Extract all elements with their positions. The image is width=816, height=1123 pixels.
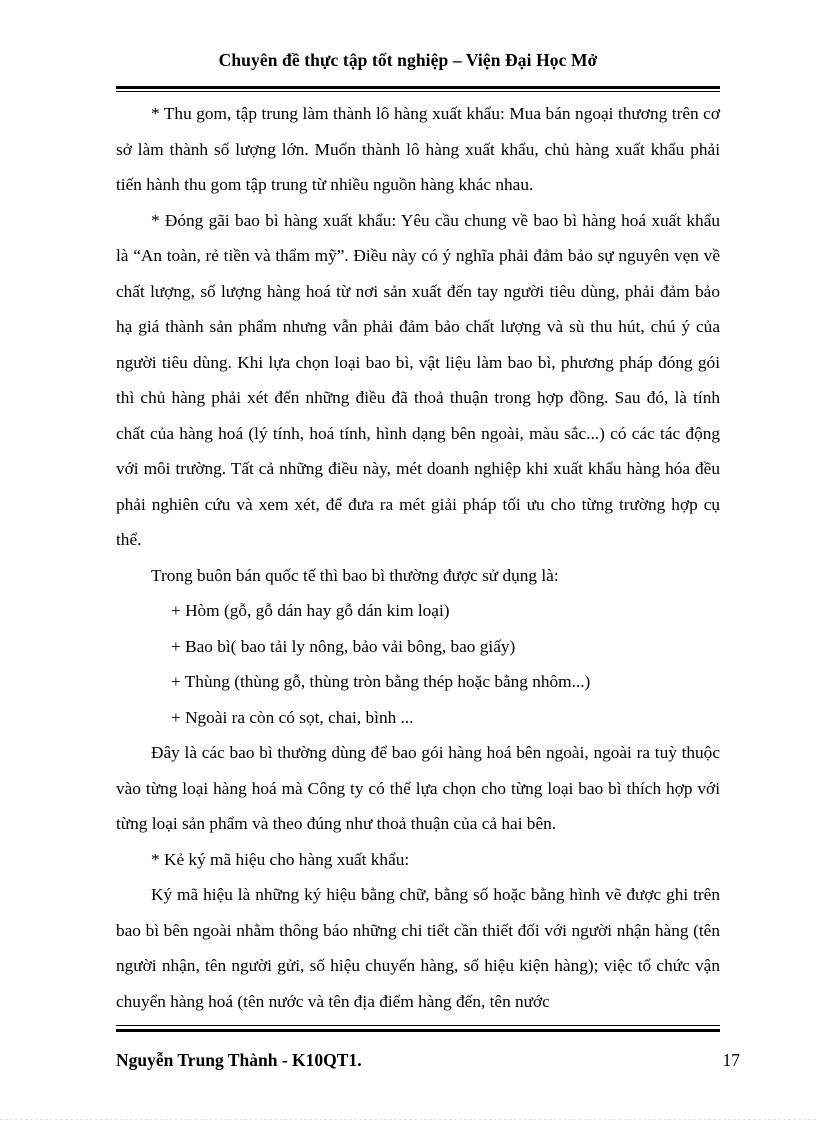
header-rule-thick <box>116 86 720 89</box>
paragraph-ky-ma-hieu: Ký mã hiệu là những ký hiệu bằng chữ, bằng số hoặc bằng hình vẽ được ghi trên bao bì bên ngoài nhằm thông báo những chi tiết cần thiết đối với người nhận hàng (tên người nhận, tên người gửi, số hiệu chuyến hàng, số hiệu kiện hàng); việc tổ chức vận chuyển hàng hoá (tên nước và tên địa điểm hàng đến, tên nước <box>116 885 720 1011</box>
paragraph-ky-ma-hieu-heading: * Kẻ ký mã hiệu cho hàng xuất khẩu: <box>151 849 410 869</box>
list-item-ngoai-ra: + Ngoài ra còn có sọt, chai, bình ... <box>171 707 414 727</box>
paragraph-bao-bi-intro: Trong buôn bán quốc tế thì bao bì thường được sử dụng là: <box>151 565 559 585</box>
page-header-title: Chuyên đề thực tập tốt nghiệp – Viện Đại Học Mở <box>218 50 598 70</box>
list-item-thung: + Thùng (thùng gỗ, thùng tròn bằng thép hoặc bằng nhôm...) <box>171 672 591 691</box>
paragraph-bao-goi: Đây là các bao bì thường dùng để bao gói hàng hoá bên ngoài, ngoài ra tuỳ thuộc vào từng loại hàng hoá mà Công ty có thể lựa chọn cho từng loại bao bì thích hợp với từng loại sản phẩm và theo đúng như thoả thuận của cả hai bên. <box>116 743 720 833</box>
page-break-line <box>0 1119 816 1120</box>
paragraph-thu-gom: * Thu gom, tập trung làm thành lô hàng xuất khẩu: Mua bán ngoại thương trên cơ sở làm thành số lượng lớn. Muốn thành lô hàng xuất khẩu, chủ hàng xuất khẩu phải tiến hành thu gom tập trung từ nhiều nguồn hàng khác nhau. <box>116 104 720 194</box>
body-text <box>116 96 720 1019</box>
footer-rule-thick <box>116 1029 720 1032</box>
header-rule-thin <box>116 91 720 92</box>
list-item-bao-bi: + Bao bì( bao tải ly nông, bảo vải bông, bao giấy) <box>171 636 516 656</box>
list-item-hom: + Hòm (gỗ, gỗ dán hay gỗ dán kim loại) <box>171 601 450 620</box>
page-number: 17 <box>722 1050 740 1070</box>
paragraph-dong-goi: * Đóng gãi bao bì hàng xuất khẩu: Yêu cầu chung về bao bì hàng hoá xuất khẩu là “An toàn, rẻ tiền và thẩm mỹ”. Điều này có ý nghĩa phải đảm bảo sự nguyên vẹn về chất lượng, số lượng hàng hoá từ nơi sản xuất đến tay người tiêu dùng, phải đảm bảo hạ giá thành sản phẩm nhưng vẫn phải đảm bảo chất lượng và sù thu hút, chú ý của người tiêu dùng. Khi lựa chọn loại bao bì, vật liệu làm bao bì, phương pháp đóng gói thì chủ hàng phải xét đến những điều đã thoả thuận trong hợp đồng. Sau đó, là tính chất của hàng hoá (lý tính, hoá tính, hình dạng bên ngoài, màu sắc...) có các tác động với môi trường. Tất cả những điều này, mét doanh nghiệp khi xuất khẩu hàng hóa đều phải nghiên cứu và xem xét, để đưa ra mét giải pháp tối ưu cho từng trường hợp cụ thể. <box>116 210 720 549</box>
footer-author: Nguyễn Trung Thành - K10QT1. <box>116 1050 362 1070</box>
footer-rule-thin <box>116 1025 720 1026</box>
